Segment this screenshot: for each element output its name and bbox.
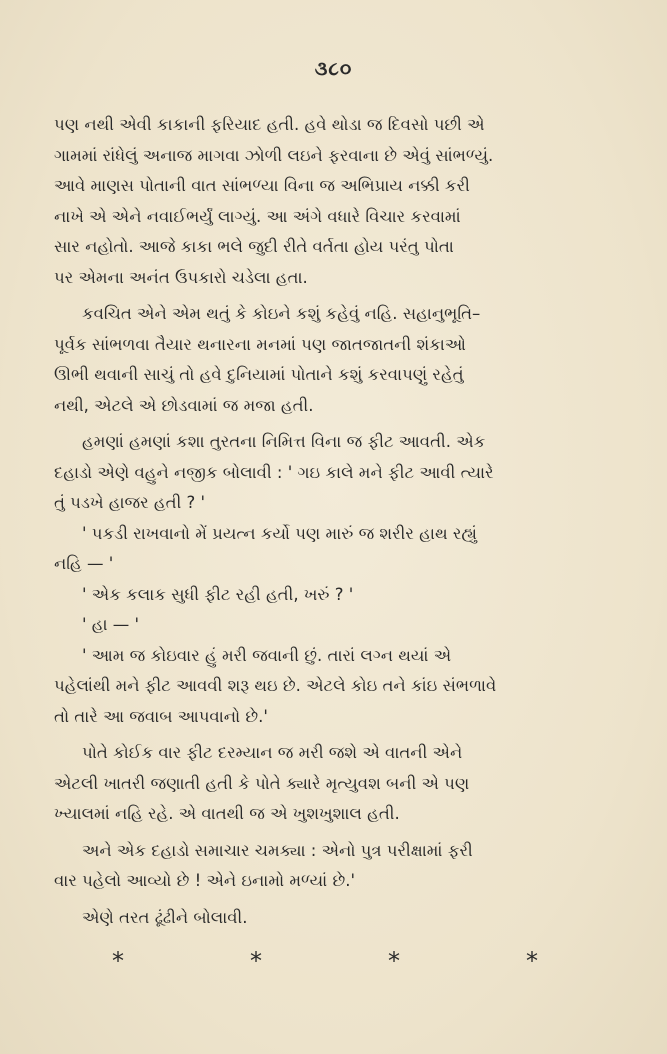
separator-star: * <box>112 947 124 975</box>
separator-star: * <box>250 947 262 975</box>
text-line: એટલી ખાતરી જણાતી હતી કે પોતે ક્યારે મૃત્યુવશ બની એ પણ <box>54 773 470 793</box>
text-line: ઊભી થવાની સાચું તો હવે દુનિયામાં પોતાને કશું કરવાપણું રહેતું <box>54 365 464 384</box>
text-line: અને એક દહાડો સમાચાર ચમક્યા : એનો પુત્ર પરીક્ષામાં ફરી <box>82 840 473 860</box>
text-line: ' હા — ' <box>82 615 140 634</box>
text-line: ગામમાં રાંધેલું અનાજ માગવા ઝોળી લઇને ફરવાના છે એવું સાંભળ્યું. <box>54 145 494 165</box>
text-line: તું પડખે હાજર હતી ? ' <box>54 493 206 512</box>
separator-star: * <box>388 947 400 975</box>
text-line: નાખે એ એને નવાઈભર્યું લાગ્યું. આ અંગે વધારે વિચાર કરવામાં <box>54 206 461 226</box>
body-text <box>54 110 614 933</box>
text-line: તો તારે આ જવાબ આપવાનો છે.' <box>54 706 268 726</box>
text-line: નહિ — ' <box>54 554 114 573</box>
text-line: એણે તરત ઢૂંઢીને બોલાવી. <box>82 907 248 927</box>
text-line: ખ્યાલમાં નહિ રહે. એ વાતથી જ એ ખુશખુશાલ હતી. <box>54 804 400 823</box>
text-line: નથી, એટલે એ છોડવામાં જ મજા હતી. <box>54 395 314 415</box>
text-line: હમણાં હમણાં કશા તુરતના નિમિત્ત વિના જ ફીટ આવતી. એક <box>82 432 486 451</box>
text-line: આવે માણસ પોતાની વાત સાંભળ્યા વિના જ અભિપ્રાય નક્કી કરી <box>54 176 470 195</box>
text-line: ' એક કલાક સુધી ફીટ રહી હતી, ખરું ? ' <box>82 584 354 604</box>
text-line: પર એમના અનંત ઉપકારો ચડેલા હતા. <box>54 267 308 287</box>
text-line: પૂર્વક સાંભળવા તૈયાર થનારના મનમાં પણ જાતજાતની શંકાઓ <box>54 334 466 354</box>
section-separator <box>0 946 667 976</box>
text-line: દહાડો એણે વહુને નજીક બોલાવી : ' ગઇ કાલે મને ફીટ આવી ત્યારે <box>54 462 494 482</box>
text-line: પહેલાંથી મને ફીટ આવવી શરૂ થઇ છે. એટલે કોઇ તને કાંઇ સંભળાવે <box>54 676 497 695</box>
text-line: પણ નથી એવી કાકાની ફરિયાદ હતી. હવે થોડા જ દિવસો પછી એ <box>54 115 485 134</box>
text-line: ' પકડી રાખવાનો મેં પ્રયત્ન કર્યો પણ મારું જ શરીર હાથ રહ્યું <box>82 523 477 543</box>
text-line: સાર નહોતો. આજે કાકા ભલે જુદી રીતે વર્તતા હોય પરંતુ પોતા <box>54 237 454 256</box>
page-number: ૩૮૦ <box>314 58 353 80</box>
separator-star: * <box>526 947 538 975</box>
text-line: ' આમ જ કોઇવાર હું મરી જવાની છું. તારાં લગ્ન થયાં એ <box>82 645 452 665</box>
text-line: કવચિત એને એમ થતું કે કોઇને કશું કહેવું નહિ. સહાનુભૂતિ– <box>82 304 481 323</box>
text-line: વાર પહેલો આવ્યો છે ! એને ઇનામો મળ્યાં છે.' <box>54 871 355 890</box>
text-line: પોતે કોઈક વાર ફીટ દરમ્યાન જ મરી જશે એ વાતની એને <box>82 743 463 762</box>
